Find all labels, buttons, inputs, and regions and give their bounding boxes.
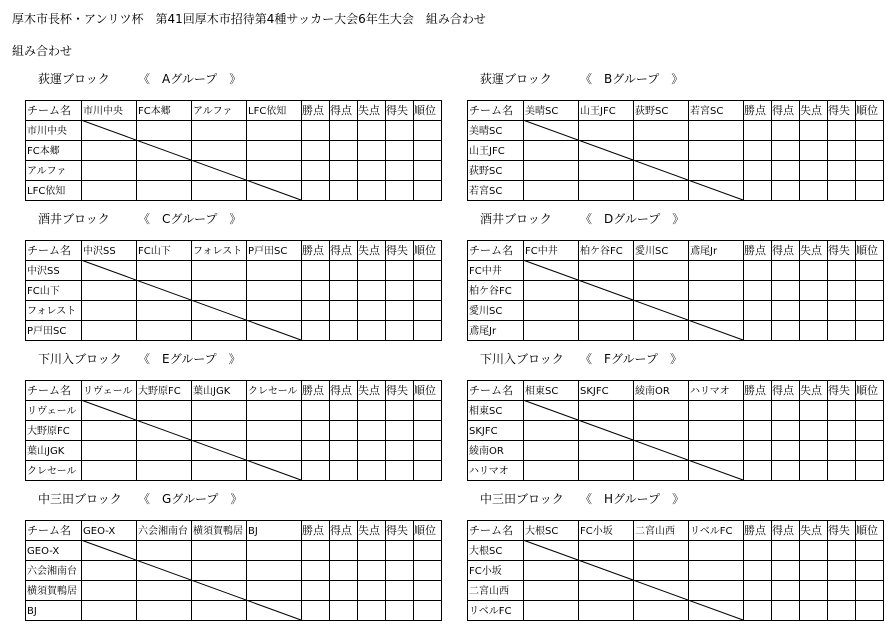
header-stat: 勝点 — [302, 104, 324, 117]
row-team-name: FC本郷 — [27, 146, 60, 157]
row-team-name: 市川中央 — [27, 126, 67, 137]
header-team-label: チーム名 — [27, 104, 71, 117]
row-team-name: ハリマオ — [469, 466, 509, 477]
group-heading — [38, 350, 241, 367]
header-stat: 得失 — [386, 104, 408, 117]
header-stat: 失点 — [358, 244, 380, 257]
group-name: 《 Gグループ 》 — [138, 492, 243, 506]
row-team-name: クレセール — [27, 466, 77, 477]
header-team-label: チーム名 — [469, 104, 513, 117]
group-heading — [38, 210, 242, 227]
header-team-name: GEO-X — [83, 526, 116, 537]
row-team-name: 大野原FC — [27, 426, 70, 437]
header-stat: 失点 — [358, 104, 380, 117]
row-team-name: SKJFC — [469, 426, 498, 437]
row-team-name: FC山下 — [27, 286, 60, 297]
header-stat: 得点 — [772, 104, 794, 117]
row-team-name: リベルFC — [469, 606, 512, 617]
row-team-name: アルファ — [27, 166, 67, 177]
header-stat: 順位 — [856, 104, 878, 117]
group-name: 《 Aグループ 》 — [138, 72, 242, 86]
row-team-name: 横須賀鴨居 — [27, 586, 77, 597]
header-team-name: 若宮SC — [690, 106, 724, 117]
row-team-name: 綾南OR — [469, 446, 504, 457]
header-team-name: 六会湘南台 — [138, 526, 188, 537]
group-table — [25, 380, 442, 481]
group-heading — [480, 210, 685, 227]
block-name: 荻運ブロック — [38, 72, 110, 86]
block-name: 中三田ブロック — [38, 492, 122, 506]
row-team-name: 山王JFC — [469, 146, 505, 157]
header-stat: 失点 — [800, 524, 822, 537]
row-team-name: 葉山JGK — [27, 446, 65, 457]
block-name: 酒井ブロック — [480, 212, 552, 226]
header-stat: 勝点 — [744, 244, 766, 257]
group-heading — [38, 490, 243, 507]
group-g — [25, 492, 445, 640]
group-name: 《 Fグループ 》 — [580, 352, 682, 366]
group-table — [25, 240, 442, 341]
header-team-name: 市川中央 — [83, 106, 123, 117]
group-name: 《 Dグループ 》 — [580, 212, 685, 226]
header-team-name: 相東SC — [525, 386, 559, 397]
header-stat: 得点 — [330, 244, 352, 257]
header-stat: 順位 — [414, 104, 436, 117]
header-team-name: ハリマオ — [690, 386, 730, 397]
group-table — [467, 520, 884, 621]
header-team-name: 美晴SC — [525, 106, 559, 117]
header-stat: 失点 — [800, 244, 822, 257]
header-team-name: リベルFC — [690, 526, 733, 537]
row-team-name: FC中井 — [469, 266, 502, 277]
group-heading — [480, 350, 682, 367]
row-team-name: 荻野SC — [469, 166, 503, 177]
header-team-label: チーム名 — [469, 244, 513, 257]
header-stat: 得失 — [828, 524, 850, 537]
row-team-name: 二宮山西 — [469, 586, 509, 597]
header-stat: 得点 — [330, 104, 352, 117]
header-stat: 勝点 — [744, 384, 766, 397]
header-stat: 得失 — [386, 244, 408, 257]
header-stat: 勝点 — [302, 244, 324, 257]
group-table — [467, 100, 884, 201]
header-team-label: チーム名 — [27, 384, 71, 397]
header-stat: 失点 — [800, 384, 822, 397]
header-team-label: チーム名 — [469, 384, 513, 397]
header-team-label: チーム名 — [469, 524, 513, 537]
header-stat: 順位 — [856, 244, 878, 257]
group-name: 《 Bグループ 》 — [580, 72, 684, 86]
group-table — [467, 240, 884, 341]
row-team-name: BJ — [27, 606, 37, 617]
header-team-name: SKJFC — [580, 386, 609, 397]
block-name: 荻運ブロック — [480, 72, 552, 86]
page-subtitle: 組み合わせ — [12, 44, 73, 58]
group-name: 《 Cグループ 》 — [138, 212, 242, 226]
header-team-name: FC中井 — [525, 246, 558, 257]
row-team-name: 鳶尾Jr — [469, 326, 497, 337]
header-team-name: アルファ — [193, 106, 233, 117]
group-table — [25, 100, 442, 201]
header-team-name: 鳶尾Jr — [690, 246, 718, 257]
header-stat: 失点 — [358, 524, 380, 537]
header-team-name: クレセール — [248, 386, 298, 397]
header-stat: 順位 — [856, 384, 878, 397]
block-name: 下川入ブロック — [480, 352, 564, 366]
header-stat: 順位 — [414, 244, 436, 257]
header-stat: 得点 — [330, 384, 352, 397]
header-team-name: P戸田SC — [248, 246, 288, 257]
header-stat: 順位 — [414, 384, 436, 397]
row-team-name: FC小坂 — [469, 566, 502, 577]
header-stat: 勝点 — [302, 384, 324, 397]
row-team-name: リヴェール — [27, 406, 77, 417]
row-team-name: GEO-X — [27, 546, 60, 557]
header-team-name: 山王JFC — [580, 106, 616, 117]
header-stat: 順位 — [414, 524, 436, 537]
block-name: 酒井ブロック — [38, 212, 110, 226]
row-team-name: LFC依知 — [27, 186, 66, 197]
row-team-name: フォレスト — [27, 306, 77, 317]
group-e — [25, 352, 445, 500]
group-f — [467, 352, 887, 500]
row-team-name: 中沢SS — [27, 266, 60, 277]
row-team-name: 愛川SC — [469, 306, 503, 317]
header-team-name: 荻野SC — [635, 106, 669, 117]
header-stat: 得失 — [828, 104, 850, 117]
group-heading — [480, 490, 685, 507]
header-team-name: 大野原FC — [138, 386, 181, 397]
group-b — [467, 72, 887, 220]
row-team-name: 美晴SC — [469, 126, 503, 137]
row-team-name: 若宮SC — [469, 186, 503, 197]
header-team-name: FC小坂 — [580, 526, 613, 537]
header-stat: 得失 — [386, 384, 408, 397]
header-stat: 得点 — [772, 244, 794, 257]
header-team-name: 柏ケ谷FC — [580, 246, 623, 257]
header-stat: 得失 — [828, 384, 850, 397]
header-team-name: BJ — [248, 526, 258, 537]
header-team-name: FC本郷 — [138, 106, 171, 117]
group-h — [467, 492, 887, 640]
header-team-name: リヴェール — [83, 386, 133, 397]
group-heading — [38, 70, 242, 87]
header-stat: 順位 — [856, 524, 878, 537]
header-team-name: 愛川SC — [635, 246, 669, 257]
header-stat: 失点 — [800, 104, 822, 117]
header-team-label: チーム名 — [27, 524, 71, 537]
group-table — [25, 520, 442, 621]
header-stat: 失点 — [358, 384, 380, 397]
header-stat: 得点 — [772, 524, 794, 537]
header-stat: 勝点 — [744, 524, 766, 537]
row-team-name: 六会湘南台 — [27, 566, 77, 577]
row-team-name: P戸田SC — [27, 326, 67, 337]
row-team-name: 柏ケ谷FC — [469, 286, 512, 297]
group-table — [467, 380, 884, 481]
block-name: 中三田ブロック — [480, 492, 564, 506]
header-stat: 勝点 — [744, 104, 766, 117]
header-stat: 得点 — [330, 524, 352, 537]
header-team-name: 二宮山西 — [635, 526, 675, 537]
row-team-name: 相東SC — [469, 406, 503, 417]
header-stat: 得失 — [828, 244, 850, 257]
header-team-name: FC山下 — [138, 246, 171, 257]
header-stat: 勝点 — [302, 524, 324, 537]
header-team-name: 綾南OR — [635, 386, 670, 397]
group-name: 《 Eグループ 》 — [138, 352, 241, 366]
group-a — [25, 72, 445, 220]
page-title: 厚木市長杯・アンリツ杯 第41回厚木市招待第4種サッカー大会6年生大会 組み合わせ — [12, 12, 486, 26]
group-d — [467, 212, 887, 360]
header-team-name: 横須賀鴨居 — [193, 526, 243, 537]
header-team-name: 葉山JGK — [193, 386, 231, 397]
header-stat: 得点 — [772, 384, 794, 397]
header-team-name: フォレスト — [193, 246, 243, 257]
group-heading — [480, 70, 684, 87]
header-team-label: チーム名 — [27, 244, 71, 257]
header-stat: 得失 — [386, 524, 408, 537]
block-name: 下川入ブロック — [38, 352, 122, 366]
header-team-name: 大根SC — [525, 526, 559, 537]
row-team-name: 大根SC — [469, 546, 503, 557]
header-team-name: 中沢SS — [83, 246, 116, 257]
group-c — [25, 212, 445, 360]
header-team-name: LFC依知 — [248, 106, 287, 117]
group-name: 《 Hグループ 》 — [580, 492, 685, 506]
